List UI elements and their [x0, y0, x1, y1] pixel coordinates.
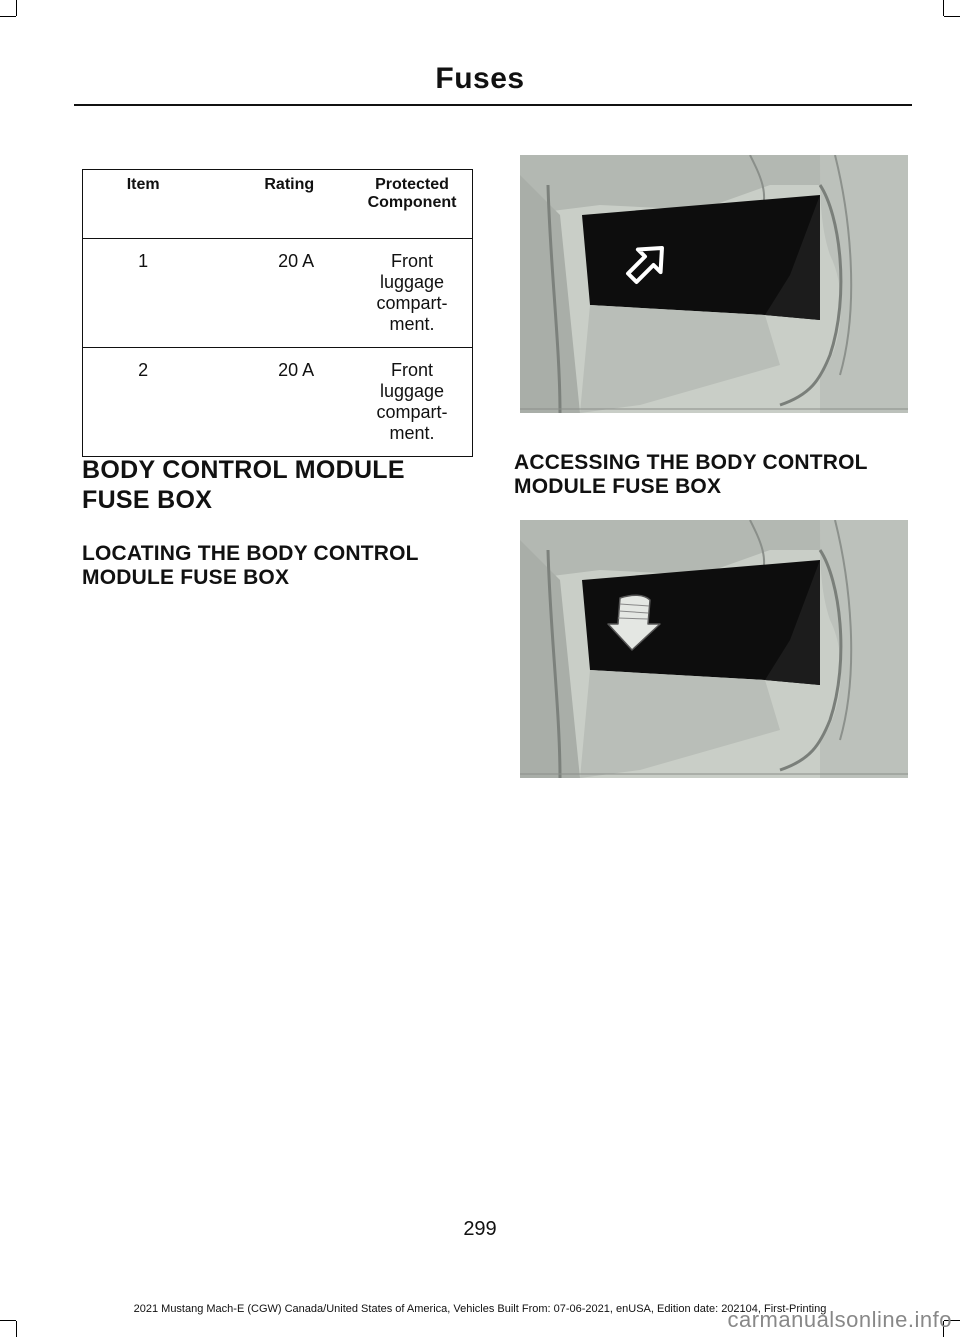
fuse-box-location-illustration	[520, 155, 908, 413]
crop-mark	[0, 16, 16, 17]
subheading-locating: LOCATING THE BODY CONTROL MODULE FUSE BOX	[82, 542, 419, 589]
cell-item: 1	[83, 239, 204, 348]
fuse-table	[82, 169, 473, 457]
watermark: carmanualsonline.info	[727, 1307, 952, 1332]
crop-mark	[16, 1321, 17, 1337]
cell-component-text: Front luggage compart- ment.	[376, 251, 448, 334]
subheading-accessing: ACCESSING THE BODY CONTROL MODULE FUSE BOX	[514, 451, 868, 498]
crop-mark	[944, 16, 960, 17]
section-heading-line2: FUSE BOX	[82, 486, 213, 514]
cell-component	[338, 239, 472, 348]
crop-mark	[0, 1320, 16, 1321]
cell-rating: 20 A	[203, 239, 338, 348]
fuse-box-access-illustration	[520, 520, 908, 778]
table-row	[83, 239, 473, 348]
column-header-item: Item	[83, 170, 204, 239]
table-row	[83, 348, 473, 457]
column-header-component	[338, 170, 472, 239]
crop-mark	[943, 0, 944, 16]
column-header-rating: Rating	[203, 170, 338, 239]
page-number: 299	[463, 1218, 497, 1240]
cell-component	[338, 348, 472, 457]
page-title: Fuses	[435, 62, 525, 95]
cell-component-text: Front luggage compart- ment.	[376, 360, 448, 443]
header-divider	[74, 104, 912, 106]
table-header-row	[83, 170, 473, 239]
section-heading-line1: BODY CONTROL MODULE	[82, 456, 405, 484]
cell-item: 2	[83, 348, 204, 457]
column-header-component-label: Protected Component	[367, 176, 457, 211]
crop-mark	[16, 0, 17, 16]
footer-text: 2021 Mustang Mach-E (CGW) Canada/United States of America, Vehicles Built From: 07-06-2021, enUSA, Edition date: 202104, First-Printing	[133, 1303, 827, 1315]
cell-rating: 20 A	[203, 348, 338, 457]
